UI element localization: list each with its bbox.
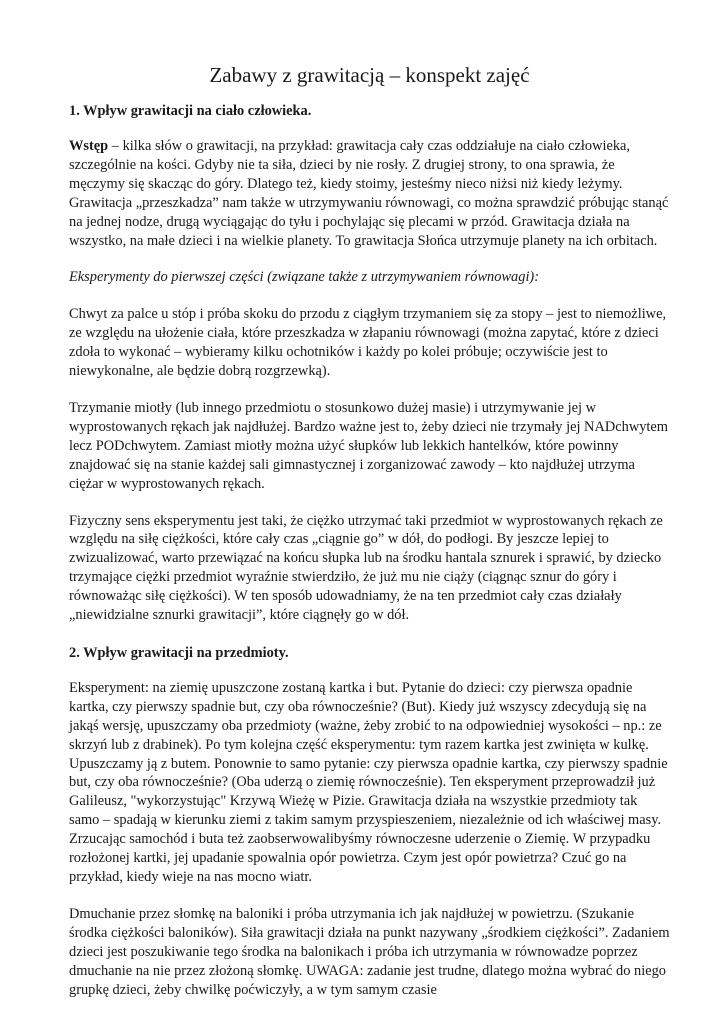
intro-text: – kilka słów o grawitacji, na przykład: grawitacja cały czas oddziałuje na ciało człowieka, szczególnie na kości. Gdyby nie ta siła, dzieci by nie rosły. Z drugiej strony, to ona sprawia, że męczymy się skacząc do góry. Dlatego też, kiedy stoimy, jesteśmy nieco niżsi niż kiedy leżymy. Grawitacja „przeszkadza” nam także w utrzymywaniu równowagi, co można sprawdzić próbując stanąć na jednej nodze, drugą wyciągając do tyłu i pochylając się plecami w przód. Grawitacja działa na wszystko, na małe dzieci i na wielkie planety. To grawitacja Słońca utrzymuje planety na ich orbitach. [69,138,669,249]
section-2-paragraph-1: Eksperyment: na ziemię upuszczone zostaną kartka i but. Pytanie do dzieci: czy pierwsza opadnie kartka, czy pierwszy spadnie but, czy oba równocześnie? (But). Kiedy już wszyscy zdecydują się na jakąś wersję, upuszczamy oba przedmioty (ważne, żeby zrobić to na odpowiedniej wysokości – np.: ze skrzyń lub z drabinek). Po tym kolejna część eksperymentu: tym razem kartka jest zwinięta w kulkę. Upuszczamy ją z butem. Ponownie to samo pytanie: czy pierwsza opadnie kartka, czy pierwszy spadnie but, czy oba równocześnie? (Oba uderzą o ziemię równocześnie). Ten eksperyment przeprowadził już Galileusz, "wykorzystując" Krzywą Wieżę w Pizie. Grawitacja działa na wszystkie przedmioty tak samo – spadają w kierunku ziemi z takim samym przyspieszeniem, niezależnie od ich właściwej masy. Zrzucając samochód i buta też zaobserwowalibyśmy równoczesne uderzenie o Ziemię. W przypadku rozłożonej kartki, jej upadanie spowalnia opór powietrza. Czym jest opór powietrza? Czuć go na przykład, kiedy wieje na nas mocno wiatr. [69,679,668,885]
document-page [69,62,670,1017]
section-1-heading: 1. Wpływ grawitacji na ciało człowieka. [69,103,312,119]
section-2-paragraph-2: Dmuchanie przez słomkę na baloniki i próba utrzymania ich jak najdłużej w powietrzu. (Szukanie środka ciężkości baloników). Siła grawitacji działa na punkt nazywany „środkiem ciężkości”. Zadaniem dzieci jest poszukiwanie tego środka na balonikach i próba ich utrzymania w równowadze poprzez dmuchanie na nie przez złożoną słomkę. UWAGA: zadanie jest trudne, dlatego można wybrać do niego grupkę dzieci, żeby chwilkę poćwiczyły, a w tym samym czasie [69,905,670,998]
intro-lead: Wstęp [69,138,109,154]
section-2-heading: 2. Wpływ grawitacji na przedmioty. [69,644,289,661]
experiments-subheading: Eksperymenty do pierwszej części (związane także z utrzymywaniem równowagi): [69,269,540,286]
intro-paragraph [69,137,670,250]
section-1-paragraph-1: Chwyt za palce u stóp i próba skoku do przodu z ciągłym trzymaniem się za stopy – jest to niemożliwe, ze względu na ułożenie ciała, które przeszkadza w złapaniu równowagi (można zapytać, które z dzieci zdoła to wykonać – wybieramy kilku ochotników i każdy po kolei próbuje; oczywiście jest to niewykonalne, ale będzie dobrą rozgrzewką). [69,306,667,380]
document-title: Zabawy z grawitacją – konspekt zajęć [209,63,530,87]
section-1-paragraph-2: Trzymanie miotły (lub innego przedmiotu o stosunkowo dużej masie) i utrzymywanie jej w wyprostowanych rękach jak najdłużej. Bardzo ważne jest to, żeby dzieci nie trzymały jej NADchwytem lecz PODchwytem. Zamiast miotły można użyć słupków lub lekkich hantelków, które powinny znajdować się na stanie każdej sali gimnastycznej i zorganizować zawody – kto najdłużej utrzyma ciężar w wyprostowanych rękach. [69,399,668,492]
section-1-paragraph-3: Fizyczny sens eksperymentu jest taki, że ciężko utrzymać taki przedmiot w wyprostowanych rękach ze względu na siłę ciężkości, które cały czas „ciągnie go” w dół, do podłogi. By jeszcze lepiej to zwizualizować, warto przewiązać na końcu słupka lub na środku hantala sznurek i sprawić, by dziecko trzymające ciężki przedmiot wyraźnie stwierdziło, że już mu nie ciąży (ciągnąc sznur do góry i równoważąc siłę ciężkości). W ten sposób udowadniamy, że na ten przedmiot cały czas działały „niewidzialne sznurki grawitacji”, które ciągnęły go w dół. [69,512,663,624]
